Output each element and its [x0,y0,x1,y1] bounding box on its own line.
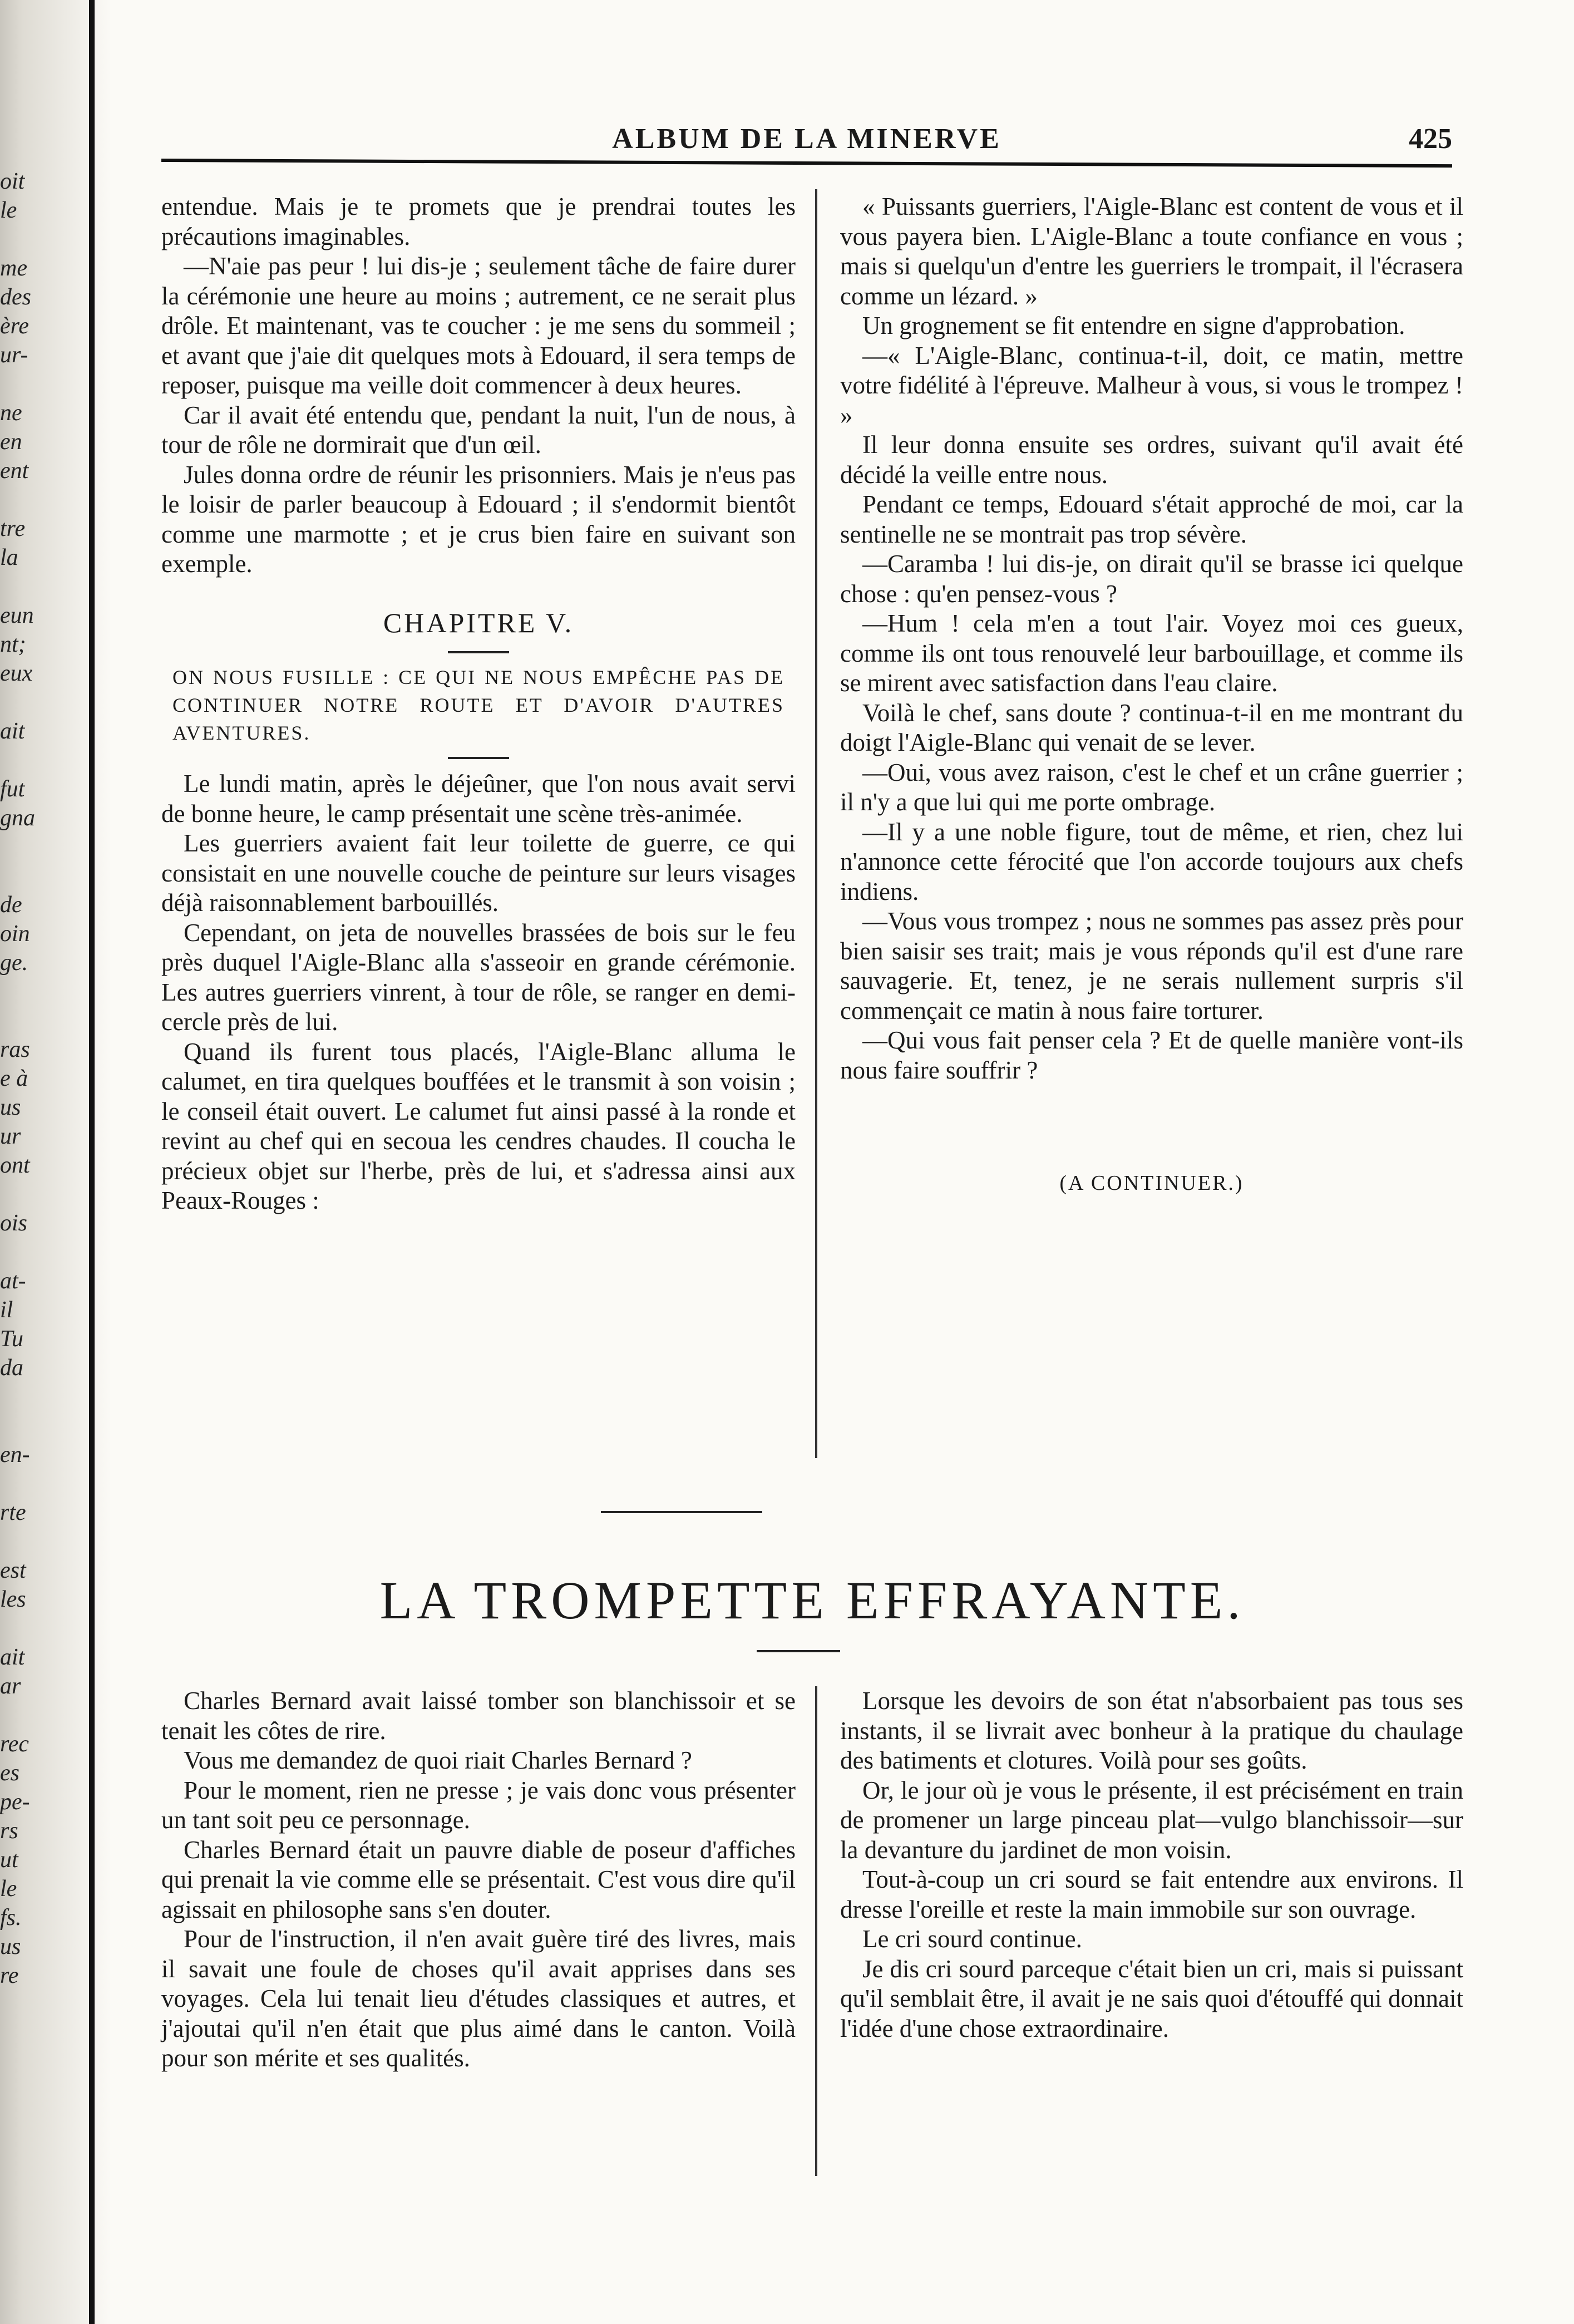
paragraph: —N'aie pas peur ! lui dis-je ; seulement tâche de faire durer la cérémonie une heure au moins ; autrement, ce ne serait plus drôle. Et maintenant, vas te coucher : je me sens du sommeil ; et avant que j'aie dit quelques mots à Edouard, il sera temps de reposer, puisque ma veille doit commencer à deux heures. [161,252,796,399]
paragraph: —Hum ! cela m'en a tout l'air. Voyez moi ces gueux, comme ils ont tous renouvelé leur barbouillage, et comme ils se mirent avec satisfaction dans l'eau claire. [840,609,1463,697]
paragraph: Pour de l'instruction, il n'en avait guère tiré des livres, mais il savait une foule de choses qu'il avait apprises dans ses voyages. Cela lui tenait lieu d'études classiques et autres, et j'ajoutai qu'il n'en était que plus aimé dans le canton. Voilà pour son mérite et ses qualités. [161,1925,796,2072]
paragraph: —Qui vous fait penser cela ? Et de quelle manière vont-ils nous faire souffrir ? [840,1026,1463,1084]
header-rule [161,159,1452,168]
margin-fragment [0,688,78,717]
binding-edge [89,0,95,2324]
section-divider [601,1511,762,1513]
margin-fragment [0,861,78,890]
margin-fragment: les [0,1587,26,1612]
margin-fragment: fut [0,776,25,802]
chapter-rule [448,651,509,653]
margin-fragment: ge. [0,950,28,976]
margin-fragment: rec [0,1731,29,1757]
margin-fragment: at- [0,1268,26,1294]
margin-fragment [0,572,78,601]
margin-fragment: nt; [0,632,26,657]
margin-fragment: est [0,1558,26,1583]
article-title: LA TROMPETTE EFFRAYANTE. [379,1570,1245,1630]
paragraph: Charles Bernard avait laissé tomber son blanchissoir et se tenait les côtes de rire. [161,1687,796,1745]
margin-fragment: la [0,545,18,570]
margin-fragment: ras [0,1037,30,1062]
column-3 [161,1686,796,2074]
margin-fragment [0,1701,78,1730]
margin-fragment: tre [0,516,26,541]
column-divider [815,1686,817,2176]
paragraph: entendue. Mais je te promets que je prendrai toutes les précautions imaginables. [161,193,796,250]
margin-fragment: da [0,1355,23,1381]
margin-fragment: le [0,198,17,223]
margin-fragment: eun [0,603,34,628]
margin-fragment: ent [0,458,29,484]
margin-fragment: il [0,1297,13,1323]
margin-fragment: pe- [0,1789,30,1815]
chapter-rule [448,757,509,759]
margin-fragment [0,1006,78,1035]
margin-fragment: ait [0,1644,25,1670]
journal-title: ALBUM DE LA MINERVE [612,123,1001,155]
margin-fragment [0,1527,78,1556]
margin-fragment: ar [0,1673,21,1699]
margin-fragment: us [0,1095,21,1120]
margin-fragment: de [0,892,22,918]
chapter-title: CHAPITRE V. [383,607,574,638]
margin-fragment [0,833,78,861]
paragraph: —Il y a une noble figure, tout de même, et rien, chez lui n'annonce cette férocité que l'on accorde toujours aux chefs indiens. [840,818,1463,905]
margin-fragment [0,1469,78,1498]
margin-fragment: rs [0,1818,18,1844]
article-title-rule [757,1650,840,1652]
paragraph: Cependant, on jeta de nouvelles brassées de bois sur le feu près duquel l'Aigle-Blanc alla s'asseoir en grande cérémonie. Les autres guerriers vinrent, à tour de rôle, se ranger en demi-cercle près de lui. [161,918,796,1036]
margin-fragment [0,1382,78,1411]
margin-fragment [0,485,78,514]
column-divider [815,189,817,1458]
paragraph: —Vous vous trompez ; nous ne sommes pas assez près pour bien saisir ses trait; mais je vous réponds qu'il est d'une rare sauvagerie. Et, tenez, je ne serais nullement surpris s'il commençait ce matin à nous faire torturer. [840,907,1463,1025]
margin-fragment: fs. [0,1905,22,1931]
paragraph: Voilà le chef, sans doute ? continua-t-il en me montrant du doigt l'Aigle-Blanc qui venait de se lever. [840,698,1463,756]
margin-fragment [0,746,78,775]
margin-fragment: ne [0,400,22,426]
margin-fragment: oit [0,169,25,194]
margin-fragment: ère [0,313,29,339]
margin-fragment: e à [0,1066,28,1091]
column-2 [840,192,1463,1199]
column-4 [840,1686,1463,2044]
margin-fragment: en [0,429,22,455]
margin-fragment: eux [0,661,33,686]
paragraph: Tout-à-coup un cri sourd se fait entendre aux environs. Il dresse l'oreille et reste la main immobile sur son ouvrage. [840,1865,1463,1923]
margin-fragment [0,370,78,398]
margin-fragment [0,1614,78,1643]
margin-fragment: oin [0,921,30,947]
page-number: 425 [1409,123,1452,155]
paragraph: Car il avait été entendu que, pendant la nuit, l'un de nous, à tour de rôle ne dormirait que d'un œil. [161,401,796,459]
margin-fragment: gna [0,805,35,831]
running-header [161,117,1452,156]
paragraph: Pour le moment, rien ne presse ; je vais donc vous présenter un tant soit peu ce personnage. [161,1776,796,1834]
paragraph: Vous me demandez de quoi riait Charles Bernard ? [184,1746,692,1774]
margin-fragment: ont [0,1153,30,1178]
margin-fragment: ut [0,1847,18,1873]
paragraph: « Puissants guerriers, l'Aigle-Blanc est content de vous et il vous payera bien. L'Aigle-Blanc a toute confiance en vous ; mais si quelqu'un d'entre les guerriers le trompait, il l'écrasera comme un lézard. » [840,193,1463,310]
paragraph: Lorsque les devoirs de son état n'absorbaient pas tous ses instants, il se livrait avec bonheur à la pratique du chaulage des batiments et clotures. Voilà pour ses goûts. [840,1687,1463,1774]
margin-fragment: rte [0,1500,26,1525]
paragraph: Les guerriers avaient fait leur toilette de guerre, ce qui consistait en une nouvelle couche de peinture sur leurs visages déjà raisonnablement barbouillés. [161,829,796,917]
paragraph: Jules donna ordre de réunir les prisonniers. Mais je n'eus pas le loisir de parler beaucoup à Edouard ; il s'endormit bientôt comme une marmotte ; et je crus bien faire en suivant son exemple. [161,460,796,578]
paragraph: Or, le jour où je vous le présente, il est précisément en train de promener un large pinceau plat—vulgo blanchissoir—sur la devanture du jardinet de mon voisin. [840,1776,1463,1864]
chapter-subtitle: ON NOUS FUSILLE : CE QUI NE NOUS EMPÊCHE PAS DE CONTINUER NOTRE ROUTE ET D'AVOIR D'AUTRES AVENTURES. [172,666,784,744]
margin-fragment [0,1411,78,1440]
paragraph: Quand ils furent tous placés, l'Aigle-Blanc alluma le calumet, en tira quelques bouffées et le transmit à son voisin ; le conseil était ouvert. Le calumet fut ainsi passé à la ronde et revint au chef qui en secoua les cendres chaudes. Il coucha le précieux objet sur l'herbe, près de lui, et s'adressa ainsi aux Peaux-Rouges : [161,1037,796,1214]
margin-fragment: Tu [0,1326,24,1352]
paragraph: —Oui, vous avez raison, c'est le chef et un crâne guerrier ; il n'y a que lui qui me porte ombrage. [840,758,1463,816]
margin-fragment [0,1238,78,1267]
margin-fragment [0,977,78,1006]
paragraph: Il leur donna ensuite ses ordres, suivant qu'il avait été décidé la veille entre nous. [840,431,1463,489]
paragraph: Pendant ce temps, Edouard s'était approché de moi, car la sentinelle ne se montrait pas trop sévère. [840,490,1463,548]
margin-fragment: es [0,1760,19,1786]
margin-fragment: re [0,1963,19,1988]
paragraph: —« L'Aigle-Blanc, continua-t-il, doit, ce matin, mettre votre fidélité à l'épreuve. Malheur à vous, si vous le trompez ! » [840,341,1463,429]
paragraph: —Caramba ! lui dis-je, on dirait qu'il se brasse ici quelque chose : qu'en pensez-vous ? [840,550,1463,608]
paragraph: Un grognement se fit entendre en signe d'approbation. [862,312,1405,339]
margin-fragment: ait [0,718,25,744]
paragraph: Le lundi matin, après le déjeûner, que l'on nous avait servi de bonne heure, le camp présentait une scène très-animée. [161,770,796,828]
margin-fragment: us [0,1934,21,1959]
margin-fragment: me [0,255,27,281]
paragraph: Le cri sourd continue. [862,1925,1082,1953]
previous-page-fragments [0,167,78,1990]
column-1 [161,192,796,1216]
margin-fragment [0,225,78,254]
paragraph: Charles Bernard était un pauvre diable de poseur d'affiches qui prenait la vie comme elle se présentait. C'est vous dire qu'il agissait en philosophe sans s'en douter. [161,1835,796,1923]
margin-fragment: des [0,284,31,310]
margin-fragment [0,1180,78,1209]
margin-fragment: le [0,1876,17,1902]
continued-notice: (A CONTINUER.) [1059,1171,1244,1195]
margin-fragment: en- [0,1442,30,1468]
paragraph: Je dis cri sourd parceque c'était bien un cri, mais si puissant qu'il semblait être, il avait je ne sais quoi d'étouffé qui donnait l'idée d'une chose extraordinaire. [840,1954,1463,2042]
margin-fragment: ois [0,1210,28,1236]
margin-fragment: ur- [0,342,28,368]
margin-fragment: ur [0,1124,21,1149]
